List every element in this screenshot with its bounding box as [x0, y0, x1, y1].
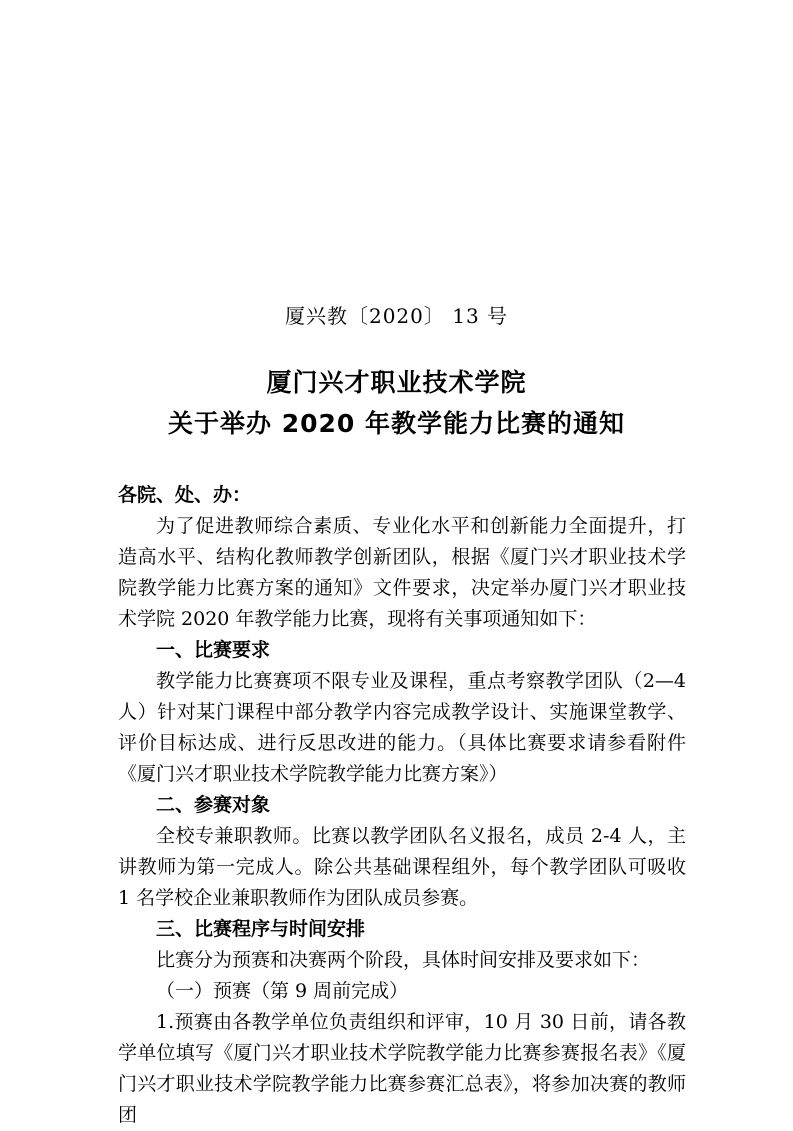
document-title-line-2: 关于举办 2020 年教学能力比赛的通知 [168, 409, 625, 438]
intro-paragraph: 为了促进教师综合素质、专业化水平和创新能力全面提升，打造高水平、结构化教师教学创新团队，根据《厦门兴才职业技术学院教学能力比赛方案的通知》文件要求，决定举办厦门兴才职业技术学院 2020 年教学能力比赛，现将有关事项通知如下： [118, 515, 686, 630]
section-heading-participants: 二、参赛对象 [156, 794, 271, 816]
subsection-heading-preliminary: （一）预赛（第 9 周前完成） [156, 980, 409, 1002]
section-paragraph: 比赛分为预赛和决赛两个阶段，具体时间安排及要求如下： [156, 949, 651, 971]
salutation: 各院、处、办： [118, 484, 252, 506]
section-paragraph: 1.预赛由各教学单位负责组织和评审，10 月 30 日前，请各教学单位填写《厦门兴才职业技术学院教学能力比赛参赛报名表》《厦门兴才职业技术学院教学能力比赛参赛汇总表》，将参加决赛的教师团 [118, 1011, 686, 1126]
document-number: 厦兴教〔2020〕 13 号 [284, 304, 509, 328]
section-paragraph: 全校专兼职教师。比赛以教学团队名义报名，成员 2-4 人，主讲教师为第一完成人。除公共基础课程组外，每个教学团队可吸收 1 名学校企业兼职教师作为团队成员参赛。 [118, 825, 686, 909]
document-title-line-1: 厦门兴才职业技术学院 [266, 368, 527, 397]
section-heading-requirements: 一、比赛要求 [156, 639, 271, 661]
document-body [118, 480, 686, 1131]
section-heading-schedule: 三、比赛程序与时间安排 [156, 918, 366, 940]
section-paragraph: 教学能力比赛赛项不限专业及课程，重点考察教学团队（2—4 人）针对某门课程中部分教学内容完成教学设计、实施课堂教学、评价目标达成、进行反思改进的能力。（具体比赛要求请参看附件《厦门兴才职业技术学院教学能力比赛方案》） [118, 670, 686, 785]
